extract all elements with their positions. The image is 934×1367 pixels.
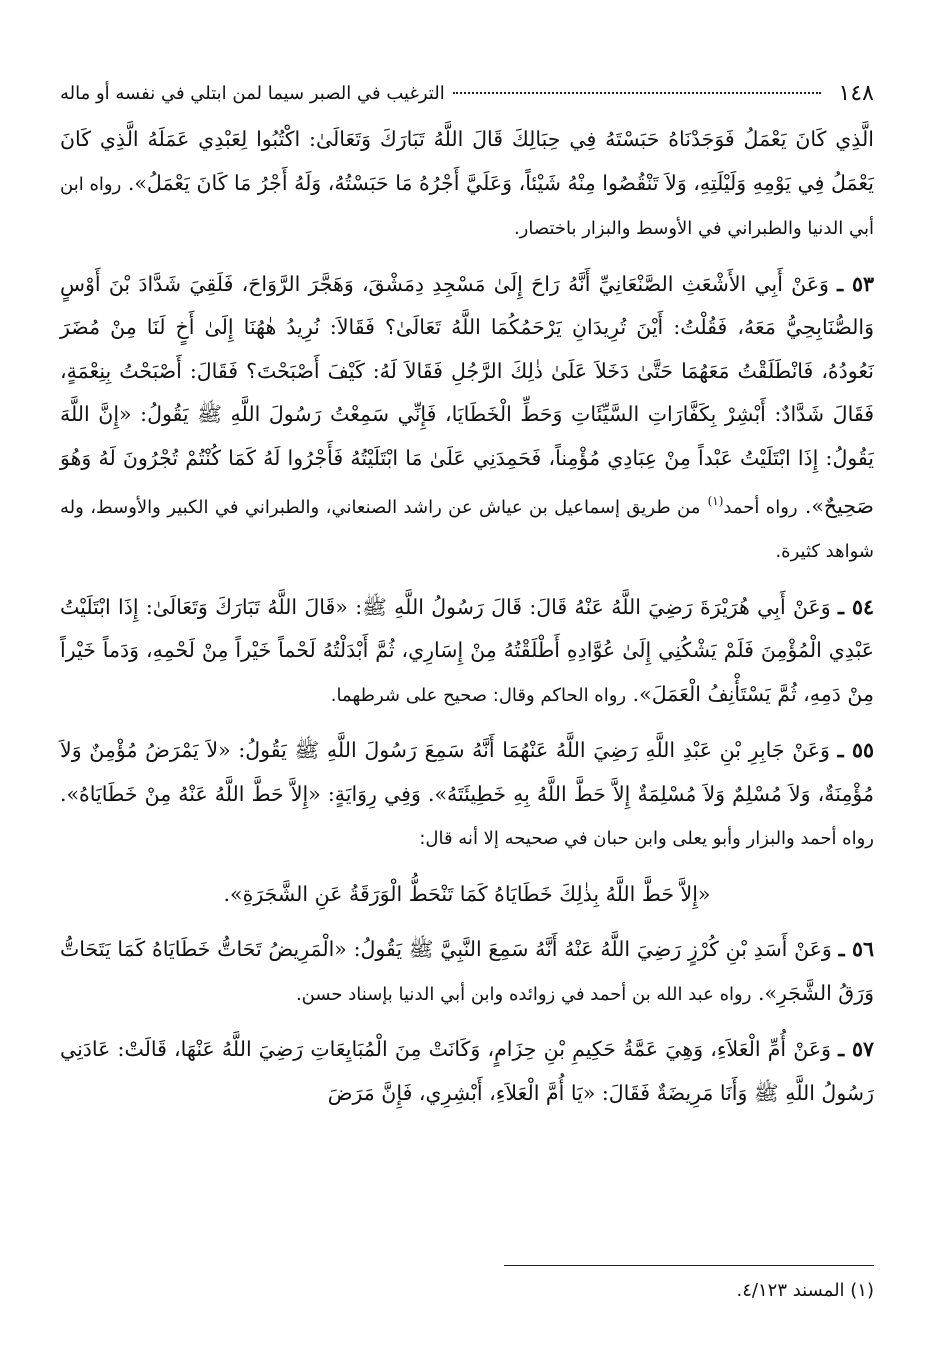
hadith-53 — [60, 263, 874, 574]
hadith-source: رواه أحمد — [723, 496, 798, 518]
hadith-text: وَعَنْ أَبِي هُرَيْرَةَ رَضِيَ اللَّهُ عَنْهُ قَالَ: قَالَ رَسُولُ اللَّهِ ﷺ: «قَالَ اللَّهُ تَبَارَكَ وَتَعَالَىٰ: إِذَا ابْتَلَيْتُ عَبْدِي الْمُؤْمِنَ فَلَمْ يَشْكُنِي إِلَىٰ عُوَّادِهِ أَطْلَقْتُهُ مِنْ إِسَارِي، ثُمَّ أَبْدَلْتُهُ لَحْماً خَيْراً مِنْ لَحْمِهِ، وَدَماً خَيْراً مِنْ دَمِهِ، ثُمَّ يَسْتَأْنِفُ الْعَمَلَ». — [60, 594, 874, 706]
hadith-55 — [60, 729, 874, 861]
hadith-55-quote: «إِلاَّ حَطَّ اللَّهُ بِذٰلِكَ خَطَايَاهُ كَمَا تَنْحَطُّ الْوَرَقَةُ عَنِ الشَّجَرَةِ». — [223, 881, 711, 906]
hadith-number: ٥٦ ـ — [838, 937, 874, 962]
hadith-text: وَعَنْ جَابِرِ بْنِ عَبْدِ اللَّهِ رَضِيَ اللَّهُ عَنْهُمَا أَنَّهُ سَمِعَ رَسُولَ اللَّهِ ﷺ يَقُولُ: «لاَ يَمْرَضُ مُؤْمِنٌ وَلاَ مُؤْمِنَةٌ، وَلاَ مُسْلِمٌ وَلاَ مُسْلِمَةٌ إِلاَّ حَطَّ اللَّهُ بِهِ خَطِيئَتَهُ». وَفِي رِوَايَةٍ: «إِلاَّ حَطَّ اللَّهُ عَنْهُ مِنْ خَطَايَاهُ». — [60, 738, 874, 806]
hadith-54 — [60, 586, 874, 718]
page-header — [60, 78, 874, 108]
hadith-number: ٥٥ ـ — [837, 738, 874, 763]
hadith-57 — [60, 1028, 874, 1115]
hadith-source: رواه ابن أبي الدنيا والطبراني في الأوسط والبزار باختصار. — [60, 173, 874, 239]
hadith-source: رواه أحمد والبزار وأبو يعلى وابن حبان في صحيحه إلا أنه قال: — [419, 828, 874, 850]
page-number: ١٤٨ — [838, 80, 874, 106]
running-title: الترغيب في الصبر سيما لمن ابتلي في نفسه أو ماله — [60, 82, 445, 104]
main-text — [60, 118, 874, 1127]
paragraph-continuation — [60, 118, 874, 251]
hadith-56 — [60, 928, 874, 1016]
footnote: (١) المسند ٤/١٢٣. — [736, 1280, 874, 1301]
hadith-text: الَّذِي كَانَ يَعْمَلُ فَوَجَدْنَاهُ حَبَسْتَهُ فِي حِبَالِكَ قَالَ اللَّهُ تَبَارَكَ وَتَعَالَىٰ: اكْتُبُوا لِعَبْدِي عَمَلَهُ الَّذِي كَانَ يَعْمَلُ فِي يَوْمِهِ وَلَيْلَتِهِ، وَلاَ تَنْقُصُوا مِنْهُ شَيْئاً، وَعَلَيَّ أَجْرُهُ مَا حَبَسْتُهُ، وَلَهُ أَجْرُ مَا كَانَ يَعْمَلُ». — [60, 127, 874, 195]
hadith-source: رواه عبد الله بن أحمد في زوائده وابن أبي الدنيا بإسناد حسن. — [295, 983, 752, 1005]
footnote-reference: (١) — [707, 494, 724, 508]
header-dotted-leader — [453, 92, 821, 94]
footnote-divider — [504, 1265, 874, 1266]
hadith-text: وَعَنْ أَسَدِ بْنِ كُرْزٍ رَضِيَ اللَّهُ عَنْهُ أَنَّهُ سَمِعَ النَّبِيَّ ﷺ يَقُولُ: «الْمَرِيضُ تَحَاتُّ خَطَايَاهُ كَمَا يَتَحَاتُّ وَرَقُ الشَّجَرِ». — [60, 937, 874, 1005]
hadith-source-continued: من طريق إسماعيل بن عياش عن راشد الصنعاني، والطبراني في الكبير والأوسط، وله شواهد كثيرة. — [60, 496, 874, 563]
hadith-source: رواه الحاكم وقال: صحيح على شرطهما. — [330, 684, 627, 706]
hadith-number: ٥٧ ـ — [838, 1037, 874, 1062]
hadith-number: ٥٤ ـ — [838, 594, 874, 619]
hadith-text: وَعَنْ أُمِّ الْعَلاَءِ، وَهِيَ عَمَّةُ حَكِيمِ بْنِ حِزَامٍ، وَكَانَتْ مِنَ الْمُبَايِعَاتِ رَضِيَ اللَّهُ عَنْهَا، قَالَتْ: عَادَنِي رَسُولُ اللَّهِ ﷺ وَأَنَا مَرِيضَةٌ فَقَالَ: «يَا أُمَّ الْعَلاَءِ، أَبْشِرِي، فَإِنَّ مَرَضَ — [60, 1037, 874, 1105]
hadith-text: وَعَنْ أَبِي الأَشْعَثِ الصَّنْعَانِيِّ أَنَّهُ رَاحَ إِلَىٰ مَسْجِدِ دِمَشْقَ، وَهَجَّرَ الرَّوَاحَ، فَلَقِيَ شَدَّادَ بْنَ أَوْسٍ وَالصُّنَابِحِيُّ مَعَهُ، فَقُلْتُ: أَيْنَ تُرِيدَانِ يَرْحَمُكُمَا اللَّهُ تَعَالَىٰ؟ فَقَالاَ: نُرِيدُ هٰهُنَا إِلَىٰ أَخٍ لَنَا مِنْ مُضَرَ نَعُودُهُ، فَانْطَلَقْتُ مَعَهُمَا حَتَّىٰ دَخَلاَ عَلَىٰ ذٰلِكَ الرَّجُلِ فَقَالاَ لَهُ: كَيْفَ أَصْبَحْتَ؟ فَقَالَ: أَصْبَحْتُ بِنِعْمَةٍ، فَقَالَ شَدَّادٌ: أَبْشِرْ بِكَفَّارَاتِ السَّيِّئَاتِ وَحَطِّ الْخَطَايَا، فَإِنِّي سَمِعْتُ رَسُولَ اللَّهِ ﷺ يَقُولُ: «إِنَّ اللَّهَ يَقُولُ: إِذَا ابْتَلَيْتُ عَبْداً مِنْ عِبَادِي مُؤْمِناً، فَحَمِدَنِي عَلَىٰ مَا ابْتَلَيْتُهُ فَأَجْرُوا لَهُ كَمَا كُنْتُمْ تُجْرُونَ لَهُ وَهُوَ صَحِيحٌ». — [60, 271, 874, 518]
hadith-number: ٥٣ ـ — [837, 271, 874, 296]
